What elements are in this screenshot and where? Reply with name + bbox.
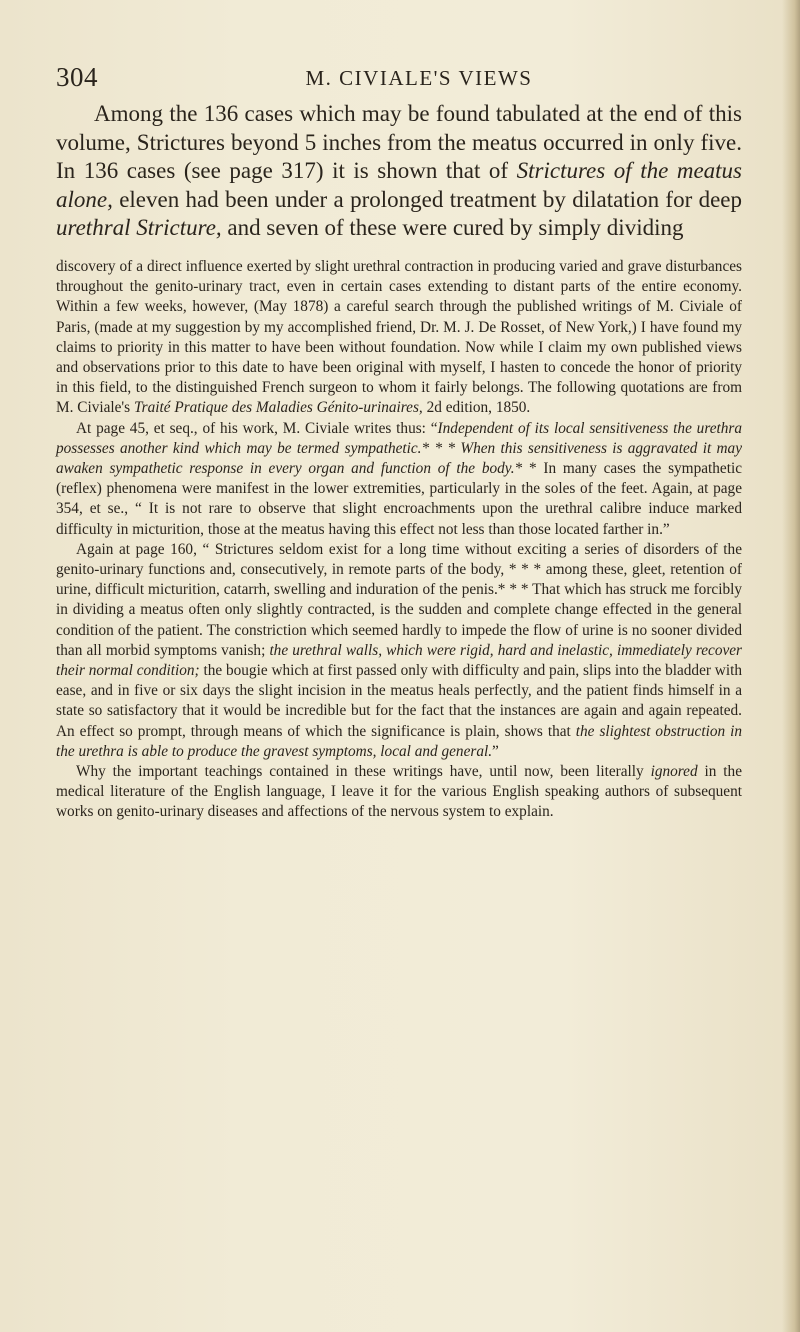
paragraph-3-italic-2: the slightest obstruction in the urethra is able to produce the gravest symptoms, local and general.: [56, 722, 742, 760]
paragraph-2-italic-1: Independent of its local sensitiveness the urethra possesses another kind which may be termed sympathetic.* * * When this sensitiveness is aggravated it may awaken sympathetic response in every organ and function of the body.*: [56, 419, 743, 477]
page-content: [56, 100, 742, 823]
paragraph-1-text-1: discovery of a direct influence exerted by slight urethral contraction in producing varied and grave disturbances throughout the genito-urinary tract, even in certain cases extending to distant parts of the entire economy. Within a few weeks, however, (May 1878) a careful search through the published writings of M. Civiale of Paris, (made at my suggestion by my accomplished friend, Dr. M. J. De Rosset, of New York,) I have found my claims to priority in this matter to have been without foundation. Now while I claim my own published views and observations prior to this date to have been original with myself, I hasten to concede the honor of priority in this field, to the distinguished French surgeon to whom it fairly belongs. The following quotations are from M. Civiale's: [56, 257, 742, 417]
lead-text-2: eleven had been under a prolonged treatment by dilatation for deep: [112, 186, 742, 212]
running-head: M. CIVIALE'S VIEWS: [305, 66, 533, 90]
paragraph-3: [56, 540, 742, 762]
paragraph-2-text-1: At page 45, et seq., of his work, M. Civiale writes thus: “: [76, 419, 438, 437]
paragraph-3-text-1: Again at page 160, “ Strictures seldom exist for a long time without exciting a series of disorders of the genito-urinary functions and, consecutively, in remote parts of the body, * * * among these, gleet, retention of urine, difficult micturition, catarrh, swelling and induration of the penis.* * * That which has struck me forcibly in dividing a meatus often only slightly contracted, is the sudden and complete change effected in the general condition of the patient. The constriction which seemed hardly to impede the flow of urine is no sooner divided than all morbid symptoms vanish;: [56, 540, 742, 659]
paragraph-4-text-2: in the medical literature of the English language, I leave it for the various English speaking authors of subsequent works on genito-urinary diseases and affections of the nervous system to explain.: [56, 763, 742, 821]
lead-text-1: Among the 136 cases which may be found tabulated at the end of this volume, Strictures beyond 5 inches from the meatus occurred in only five. In 136 cases (see page 317) it is shown that of: [56, 101, 742, 184]
paragraph-4-italic-1: ignored: [650, 763, 698, 781]
page-number: 304: [56, 62, 98, 92]
paragraph-3-italic-1: the urethral walls, which were rigid, hard and inelastic, immediately recover their normal condition;: [56, 641, 742, 680]
page-header: [56, 62, 742, 96]
lead-text-3: and seven of these were cured by simply dividing: [221, 215, 684, 241]
lead-italic-2: urethral Stricture,: [56, 215, 222, 241]
paragraph-1-text-2: 2d edition, 1850.: [422, 399, 531, 417]
paragraph-3-text-2: the bougie which at first passed only with difficulty and pain, slips into the bladder with ease, and in five or six days the slight incision in the meatus heals perfectly, and the patient finds himself in a state so satisfactory that it would be incredible but for the fact that the instances are again and again repeated. An effect so prompt, through means of which the significance is plain, shows that: [56, 662, 742, 740]
lead-italic-1: Strictures of the meatus alone,: [56, 158, 742, 212]
paragraph-1-italic-1: Traité Pratique des Maladies Génito-urinaires,: [133, 399, 423, 417]
lead-paragraph: [56, 100, 742, 243]
paragraph-1: [56, 257, 742, 419]
paragraph-4-text-1: Why the important teachings contained in these writings have, until now, been literally: [76, 763, 651, 781]
page-edge-shadow: [782, 0, 800, 1332]
paragraph-4: [56, 762, 742, 823]
paragraph-2-text-2: * In many cases the sympathetic (reflex) phenomena were manifest in the lower extremities, particularly in the soles of the feet. Again, at page 354, et se., “ It is not rare to observe that slight encroachments upon the urethral calibre induce marked difficulty in micturition, those at the meatus having this effect not less than those located farther in.”: [56, 460, 742, 538]
paragraph-3-text-3: ”: [492, 742, 499, 760]
paragraph-2: [56, 419, 742, 540]
body-text: [56, 257, 742, 823]
